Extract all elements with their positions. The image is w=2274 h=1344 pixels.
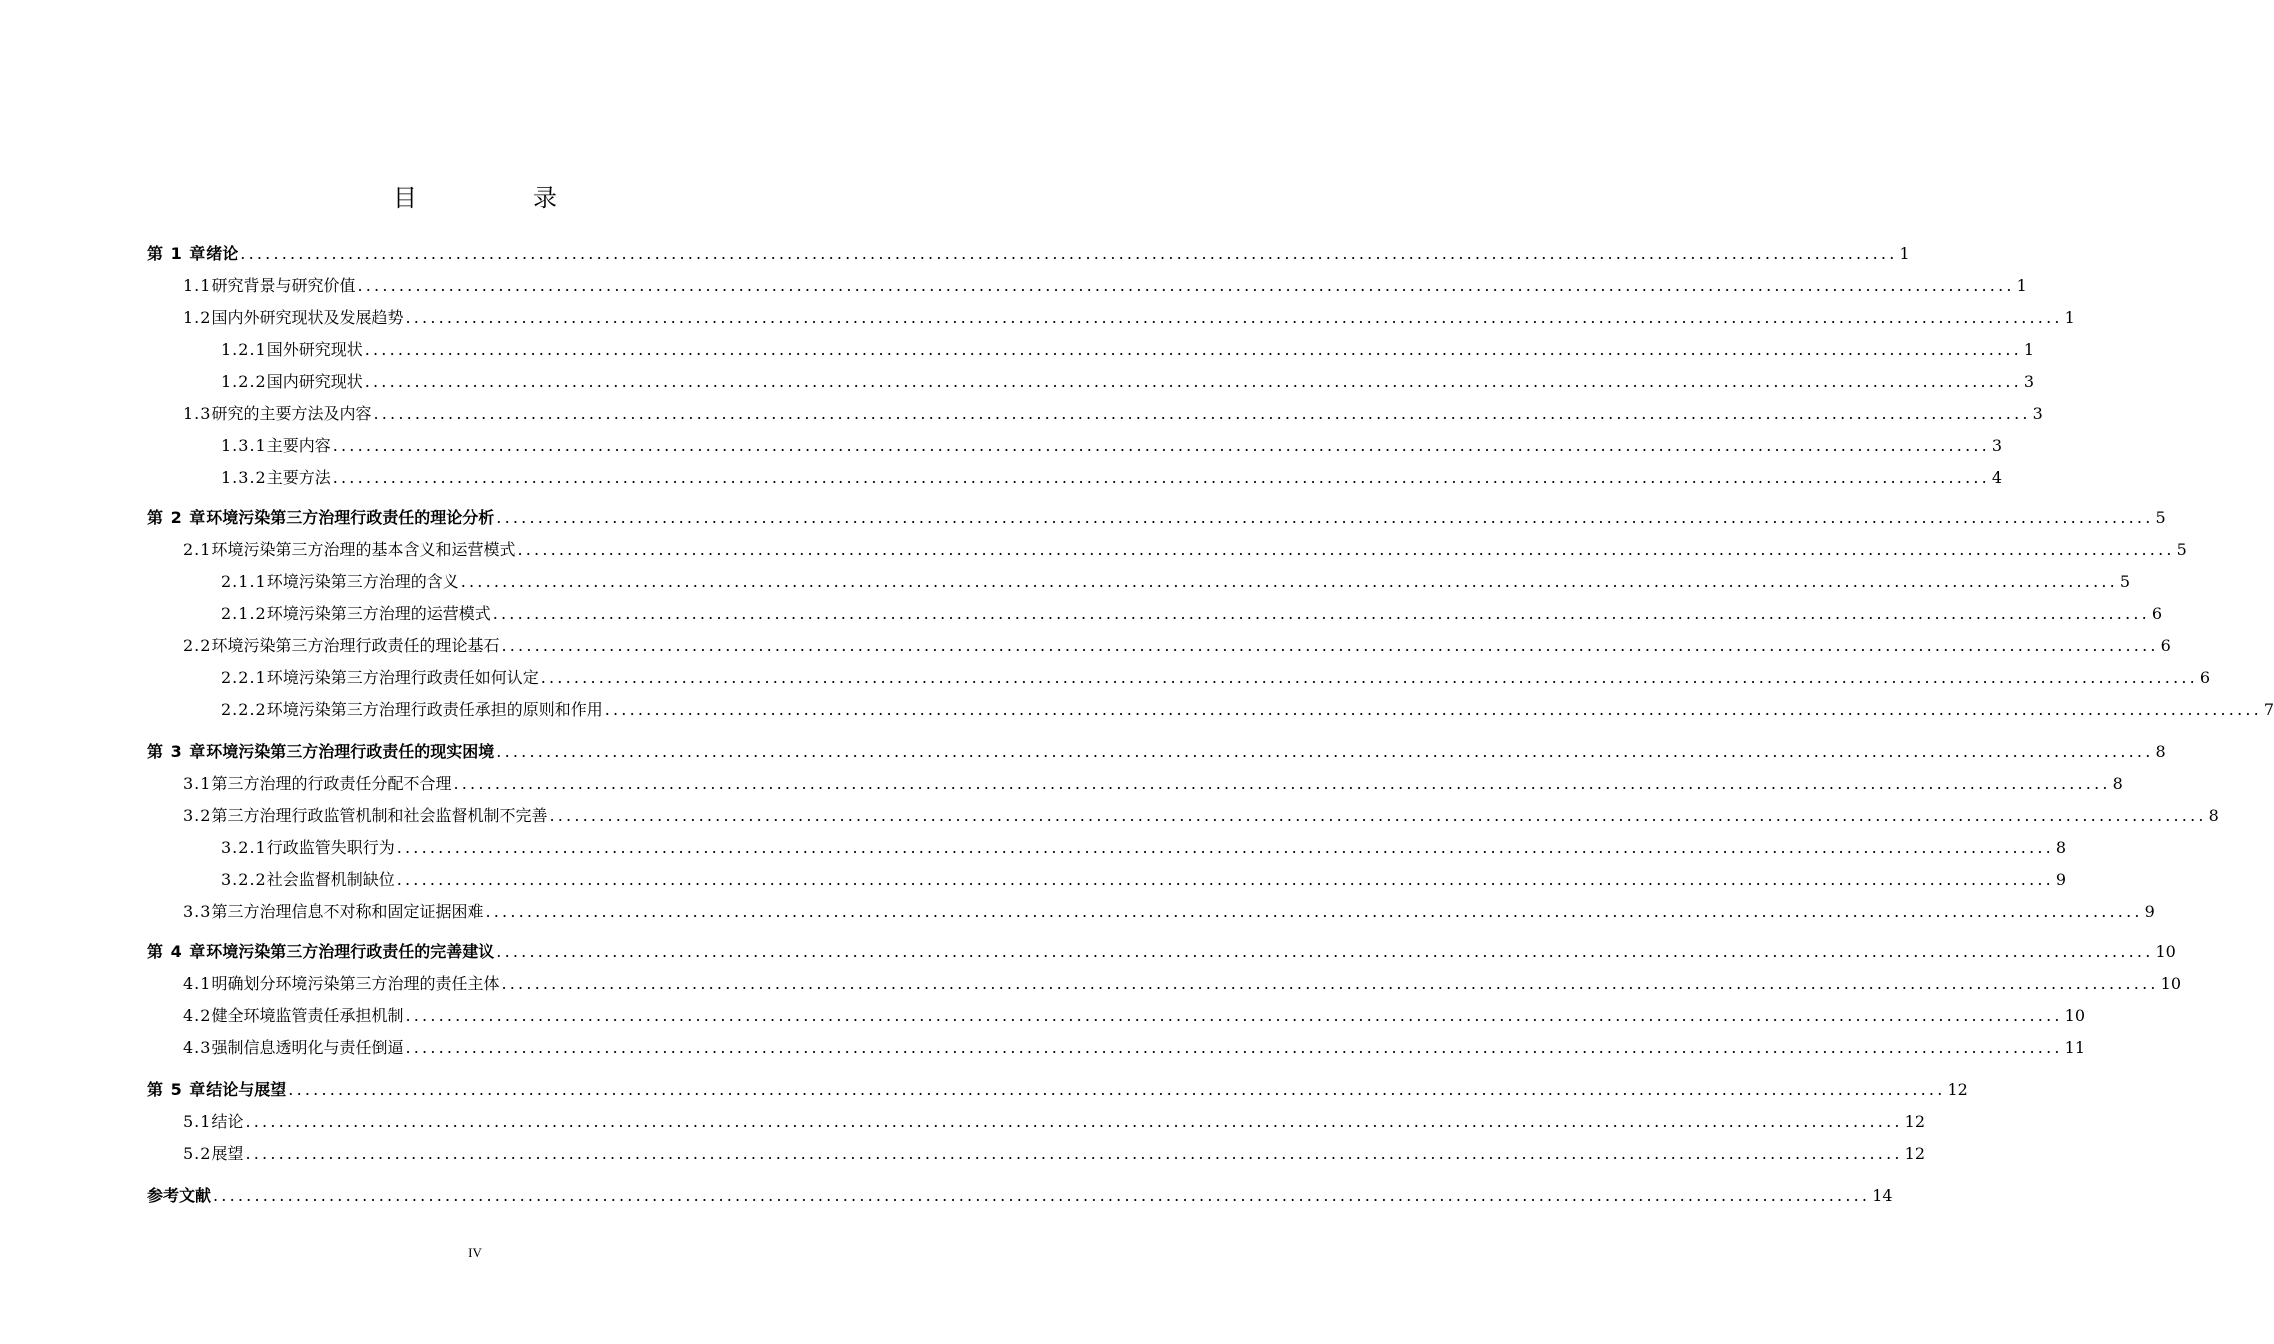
toc-entry-number: 1.3	[183, 404, 212, 423]
toc-entry-number: 2.1	[183, 540, 212, 559]
toc-entry-number: 2.1.1	[221, 572, 267, 591]
toc-entry[interactable]	[183, 1036, 2086, 1060]
toc-entry-number: 2.2	[183, 636, 212, 655]
toc-entry-title: 绪论	[206, 244, 239, 263]
toc-entry-number: 1.2.1	[221, 340, 267, 359]
toc-entry[interactable]	[221, 698, 2274, 722]
dot-leader: ........................................................................................................................................................................................................	[405, 1006, 2063, 1025]
dot-leader: ........................................................................................................................................................................................................	[364, 372, 2022, 391]
toc-entry-title: 环境污染第三方治理行政责任承担的原则和作用	[266, 700, 603, 719]
toc-entry-page-number: 7	[2263, 700, 2274, 719]
toc-entry-title: 环境污染第三方治理行政责任如何认定	[266, 668, 539, 687]
toc-entry-title: 参考文献	[147, 1186, 212, 1205]
dot-leader: ........................................................................................................................................................................................................	[492, 604, 2150, 623]
toc-entry-page-number: 5	[2176, 540, 2187, 559]
toc-entry[interactable]	[221, 868, 2067, 892]
dot-leader: ........................................................................................................................................................................................................	[485, 902, 2143, 921]
toc-entry-page-number: 6	[2151, 604, 2163, 623]
toc-entry-title: 环境污染第三方治理的含义	[266, 572, 459, 591]
dot-leader: ........................................................................................................................................................................................................	[332, 436, 1990, 455]
toc-entry-number: 第 1 章	[147, 244, 207, 263]
toc-entry[interactable]	[183, 634, 2171, 658]
dot-leader: ........................................................................................................................................................................................................	[332, 468, 1990, 487]
toc-entry-number: 3.2.1	[221, 838, 267, 857]
toc-entry-page-number: 9	[2055, 870, 2067, 889]
toc-entry-title: 研究背景与研究价值	[211, 276, 356, 295]
toc-entry-number: 2.1.2	[221, 604, 267, 623]
toc-entry-page-number: 5	[2155, 508, 2166, 527]
toc-entry-page-number: 12	[1904, 1144, 1926, 1163]
toc-entry-page-number: 6	[2199, 668, 2211, 687]
toc-entry-title: 主要方法	[266, 468, 331, 487]
toc-entry-number: 1.3.2	[221, 468, 267, 487]
toc-entry-page-number: 6	[2160, 636, 2171, 655]
toc-entry[interactable]	[183, 1004, 2086, 1028]
dot-leader: ........................................................................................................................................................................................................	[496, 942, 2154, 961]
toc-entry[interactable]	[221, 666, 2211, 690]
toc-entry-number: 3.3	[183, 902, 212, 921]
toc-entry-page-number: 10	[2160, 974, 2182, 993]
toc-entry[interactable]	[183, 1110, 1926, 1134]
toc-entry-number: 第 5 章	[147, 1080, 207, 1099]
toc-entry-title: 明确划分环境污染第三方治理的责任主体	[211, 974, 500, 993]
dot-leader: ........................................................................................................................................................................................................	[496, 742, 2154, 761]
toc-entry-title: 健全环境监管责任承担机制	[211, 1006, 404, 1025]
toc-entry-title: 环境污染第三方治理行政责任的理论分析	[206, 508, 495, 527]
toc-entry-title: 第三方治理信息不对称和固定证据困难	[211, 902, 484, 921]
dot-leader: ........................................................................................................................................................................................................	[540, 668, 2198, 687]
toc-entry-page-number: 10	[2155, 942, 2176, 961]
toc-entry-page-number: 8	[2208, 806, 2219, 825]
dot-leader: ........................................................................................................................................................................................................	[245, 1112, 1903, 1131]
dot-leader: ........................................................................................................................................................................................................	[604, 700, 2262, 719]
toc-entry-page-number: 3	[2023, 372, 2035, 391]
toc-entry-number: 5.1	[183, 1112, 212, 1131]
toc-entry[interactable]	[221, 370, 2035, 394]
toc-entry-page-number: 1	[2016, 276, 2027, 295]
toc-entry-number: 4.2	[183, 1006, 212, 1025]
dot-leader: ........................................................................................................................................................................................................	[357, 276, 2015, 295]
dot-leader: ........................................................................................................................................................................................................	[517, 540, 2175, 559]
dot-leader: ........................................................................................................................................................................................................	[405, 1038, 2063, 1057]
toc-entry-number: 1.2	[183, 308, 212, 327]
dot-leader: ........................................................................................................................................................................................................	[373, 404, 2031, 423]
toc-entry-title: 国内外研究现状及发展趋势	[211, 308, 404, 327]
toc-entry-title: 结论	[211, 1112, 244, 1131]
toc-entry-number: 5.2	[183, 1144, 212, 1163]
dot-leader: ........................................................................................................................................................................................................	[288, 1080, 1946, 1099]
toc-entry-number: 4.1	[183, 974, 212, 993]
toc-entry-title: 社会监督机制缺位	[266, 870, 395, 889]
toc-entry-title: 第三方治理行政监管机制和社会监督机制不完善	[211, 806, 548, 825]
toc-entry-number: 第 4 章	[147, 942, 207, 961]
toc-entry-number: 1.2.2	[221, 372, 267, 391]
toc-entry-number: 3.2	[183, 806, 212, 825]
toc-entry-number: 4.3	[183, 1038, 212, 1057]
dot-leader: ........................................................................................................................................................................................................	[364, 340, 2022, 359]
toc-entry[interactable]	[183, 538, 2187, 562]
toc-entry-title: 研究的主要方法及内容	[211, 404, 372, 423]
dot-leader: ........................................................................................................................................................................................................	[501, 974, 2159, 993]
toc-entry[interactable]	[221, 836, 2067, 860]
toc-entry-title: 结论与展望	[206, 1080, 287, 1099]
toc-entry-number: 第 3 章	[147, 742, 207, 761]
toc-entry-title: 国外研究现状	[266, 340, 363, 359]
toc-entry-page-number: 9	[2144, 902, 2155, 921]
toc-title: 目 录	[393, 184, 603, 212]
toc-entry-page-number: 8	[2112, 774, 2123, 793]
toc-entry-title: 行政监管失职行为	[266, 838, 395, 857]
toc-entry[interactable]	[183, 972, 2182, 996]
toc-entry-page-number: 1	[2023, 340, 2035, 359]
toc-entry-page-number: 11	[2064, 1038, 2086, 1057]
toc-entry-page-number: 8	[2055, 838, 2067, 857]
dot-leader: ........................................................................................................................................................................................................	[396, 838, 2054, 857]
page-number-footer: IV	[468, 1245, 482, 1260]
toc-entry[interactable]	[221, 570, 2131, 594]
toc-entry-page-number: 5	[2119, 572, 2131, 591]
toc-chapter-entry[interactable]	[147, 242, 1910, 266]
toc-entry-title: 第三方治理的行政责任分配不合理	[211, 774, 452, 793]
toc-entry-page-number: 4	[1991, 468, 2003, 487]
toc-chapter-entry[interactable]	[147, 1078, 1968, 1102]
toc-entry[interactable]	[221, 338, 2035, 362]
toc-entry-title: 强制信息透明化与责任倒逼	[211, 1038, 404, 1057]
dot-leader: ........................................................................................................................................................................................................	[405, 308, 2063, 327]
toc-entry-number: 2.2.2	[221, 700, 267, 719]
toc-chapter-entry[interactable]	[147, 1184, 1893, 1208]
toc-entry-title: 主要内容	[266, 436, 331, 455]
dot-leader: ........................................................................................................................................................................................................	[453, 774, 2111, 793]
toc-entry-page-number: 12	[1904, 1112, 1926, 1131]
dot-leader: ........................................................................................................................................................................................................	[213, 1186, 1871, 1205]
toc-entry-page-number: 12	[1947, 1080, 1968, 1099]
toc-entry[interactable]	[183, 402, 2043, 426]
toc-entry-page-number: 10	[2064, 1006, 2086, 1025]
toc-entry[interactable]	[183, 900, 2155, 924]
toc-entry-page-number: 3	[2032, 404, 2043, 423]
toc-entry[interactable]	[221, 602, 2163, 626]
toc-entry-number: 1.1	[183, 276, 212, 295]
toc-entry-title: 环境污染第三方治理的基本含义和运营模式	[211, 540, 516, 559]
toc-entry-title: 环境污染第三方治理行政责任的现实困境	[206, 742, 495, 761]
toc-entry[interactable]	[183, 274, 2027, 298]
toc-entry-title: 展望	[211, 1144, 244, 1163]
toc-chapter-entry[interactable]	[147, 940, 2176, 964]
dot-leader: ........................................................................................................................................................................................................	[549, 806, 2207, 825]
toc-chapter-entry[interactable]	[147, 740, 2166, 764]
toc-entry-page-number: 1	[2064, 308, 2075, 327]
toc-entry-page-number: 3	[1991, 436, 2003, 455]
toc-entry-page-number: 1	[1899, 244, 1910, 263]
toc-entry-number: 第 2 章	[147, 508, 207, 527]
toc-entry[interactable]	[183, 1142, 1926, 1166]
dot-leader: ........................................................................................................................................................................................................	[501, 636, 2159, 655]
toc-entry-page-number: 14	[1872, 1186, 1893, 1205]
toc-entry-number: 3.2.2	[221, 870, 267, 889]
dot-leader: ........................................................................................................................................................................................................	[245, 1144, 1903, 1163]
toc-entry-title: 环境污染第三方治理的运营模式	[266, 604, 491, 623]
toc-entry-number: 3.1	[183, 774, 212, 793]
toc-entry[interactable]	[221, 434, 2003, 458]
toc-entry-page-number: 8	[2155, 742, 2166, 761]
toc-entry-number: 2.2.1	[221, 668, 267, 687]
toc-entry[interactable]	[183, 306, 2075, 330]
toc-entry-title: 国内研究现状	[266, 372, 363, 391]
toc-entry[interactable]	[221, 466, 2003, 490]
toc-entry-number: 1.3.1	[221, 436, 267, 455]
toc-chapter-entry[interactable]	[147, 506, 2166, 530]
dot-leader: ........................................................................................................................................................................................................	[496, 508, 2154, 527]
dot-leader: ........................................................................................................................................................................................................	[396, 870, 2054, 889]
dot-leader: ........................................................................................................................................................................................................	[460, 572, 2118, 591]
toc-entry-title: 环境污染第三方治理行政责任的完善建议	[206, 942, 495, 961]
toc-entry[interactable]	[183, 804, 2219, 828]
dot-leader: ........................................................................................................................................................................................................	[240, 244, 1898, 263]
toc-entry[interactable]	[183, 772, 2123, 796]
toc-entry-title: 环境污染第三方治理行政责任的理论基石	[211, 636, 500, 655]
